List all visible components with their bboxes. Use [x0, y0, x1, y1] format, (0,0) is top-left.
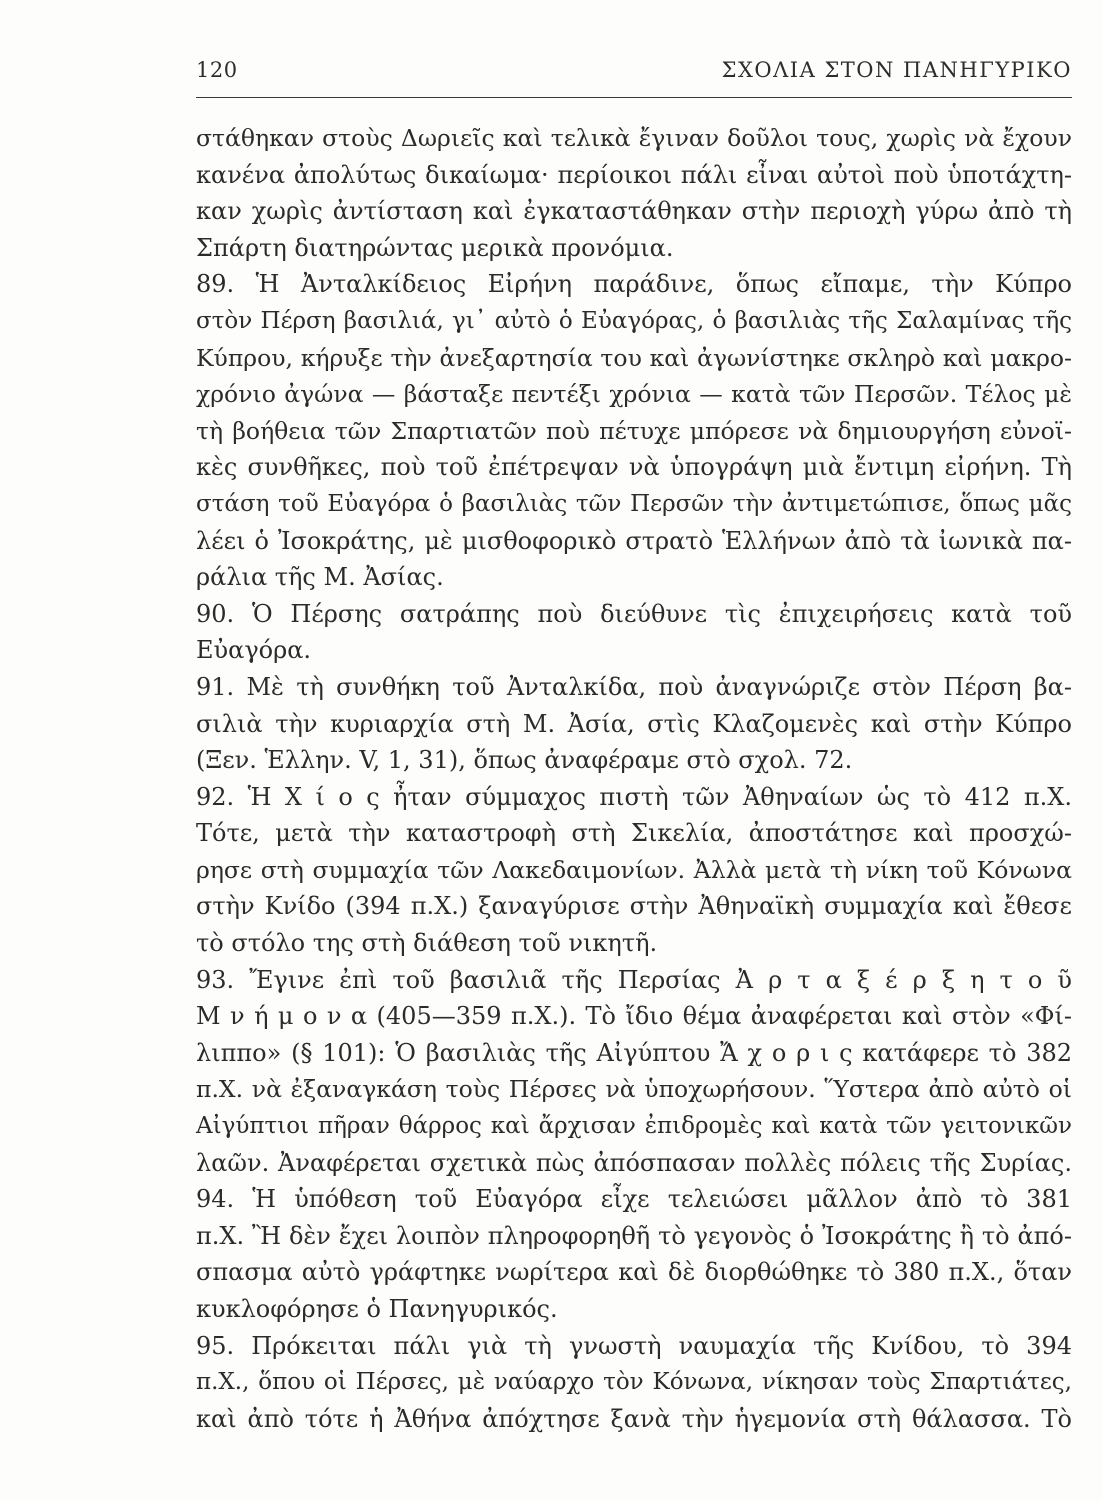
- body-text: [196, 120, 1072, 1437]
- running-title: ΣΧΟΛΙΑ ΣΤΟΝ ΠΑΝΗΓΥΡΙΚΟ: [721, 58, 1072, 82]
- text-line: τὸ στόλο της στὴ διάθεση τοῦ νικητῆ.: [196, 929, 658, 958]
- text-line: καν χωρὶς ἀντίσταση καὶ ἐγκαταστάθηκαν στὴν περιοχὴ γύρω ἀπὸ τὴ: [196, 197, 1072, 226]
- text-line: 90. Ὁ Πέρσης σατράπης ποὺ διεύθυνε τὶς ἐπιχειρήσεις κατὰ τοῦ: [196, 599, 1072, 628]
- text-line: 91. Μὲ τὴ συνθήκη τοῦ Ἀνταλκίδα, ποὺ ἀναγνώριζε στὸν Πέρση βα-: [196, 672, 1072, 701]
- text-line: στὴν Κνίδο (394 π.Χ.) ξαναγύρισε στὴν Ἀθηναϊκὴ συμμαχία καὶ ἔθεσε: [196, 892, 1072, 921]
- text-line: π.Χ., ὅπου οἱ Πέρσες, μὲ ναύαρχο τὸν Κόνωνα, νίκησαν τοὺς Σπαρτιάτες,: [196, 1369, 1072, 1396]
- text-line: κυκλοφόρησε ὁ Πανηγυρικός.: [196, 1295, 558, 1323]
- text-line: λαῶν. Ἀναφέρεται σχετικὰ πὼς ἀπόσπασαν πολλὲς πόλεις τῆς Συρίας.: [196, 1148, 1072, 1177]
- text-line: τὴ βοήθεια τῶν Σπαρτιατῶν ποὺ πέτυχε μπόρεσε νὰ δημιουργήση εὐνοϊ-: [196, 416, 1072, 445]
- text-line: Αἰγύπτιοι πῆραν θάρρος καὶ ἄρχισαν ἐπιδρομὲς καὶ κατὰ τῶν γειτονικῶν: [196, 1113, 1072, 1140]
- text-line: ράλια τῆς Μ. Ἀσίας.: [196, 563, 444, 592]
- text-line: Μ ν ή μ ο ν α (405—359 π.Χ.). Τὸ ἴδιο θέμα ἀναφέρεται καὶ στὸν «Φί-: [196, 1002, 1072, 1031]
- text-line: (Ξεν. Ἑλλην. V, 1, 31), ὅπως ἀναφέραμε στὸ σχολ. 72.: [196, 746, 853, 775]
- text-line: 94. Ἡ ὑπόθεση τοῦ Εὐαγόρα εἶχε τελειώσει μᾶλλον ἀπὸ τὸ 381: [196, 1185, 1072, 1214]
- text-line: στάθηκαν στοὺς Δωριεῖς καὶ τελικὰ ἔγιναν δοῦλοι τους, χωρὶς νὰ ἔχουν: [196, 124, 1072, 152]
- text-line: καὶ ἀπὸ τότε ἡ Ἀθήνα ἀπόχτησε ξανὰ τὴν ἡγεμονία στὴ θάλασσα. Τὸ: [196, 1404, 1072, 1433]
- text-line: 89. Ἡ Ἀνταλκίδειος Εἰρήνη παράδινε, ὅπως εἴπαμε, τὴν Κύπρο: [196, 270, 1072, 299]
- page-header: [196, 52, 1072, 92]
- text-line: στὸν Πέρση βασιλιά, γι᾽ αὐτὸ ὁ Εὐαγόρας, ὁ βασιλιὰς τῆς Σαλαμίνας τῆς: [196, 307, 1072, 334]
- header-divider: [196, 97, 1072, 98]
- text-line: σιλιὰ τὴν κυριαρχία στὴ Μ. Ἀσία, στὶς Κλαζομενὲς καὶ στὴν Κύπρο: [196, 709, 1072, 738]
- page-number: 120: [196, 58, 238, 82]
- text-line: κὲς συνθῆκες, ποὺ τοῦ ἐπέτρεψαν νὰ ὑπογράψη μιὰ ἔντιμη εἰρήνη. Τὴ: [196, 453, 1072, 482]
- text-line: στάση τοῦ Εὐαγόρα ὁ βασιλιὰς τῶν Περσῶν τὴν ἀντιμετώπισε, ὅπως μᾶς: [196, 490, 1072, 517]
- text-line: Τότε, μετὰ τὴν καταστροφὴ στὴ Σικελία, ἀποστάτησε καὶ προσχώ-: [196, 819, 1072, 848]
- text-line: π.Χ. Ἢ δὲν ἔχει λοιπὸν πληροφορηθῆ τὸ γεγονὸς ὁ Ἰσοκράτης ἢ τὸ ἀπό-: [196, 1221, 1072, 1250]
- text-line: ρησε στὴ συμμαχία τῶν Λακεδαιμονίων. Ἀλλὰ μετὰ τὴ νίκη τοῦ Κόνωνα: [196, 855, 1072, 884]
- text-line: λιππο» (§ 101): Ὁ βασιλιὰς τῆς Αἰγύπτου Ἄ χ ο ρ ι ς κατάφερε τὸ 382: [196, 1038, 1072, 1067]
- text-line: Κύπρου, κήρυξε τὴν ἀνεξαρτησία του καὶ ἀγωνίστηκε σκληρὸ καὶ μακρο-: [196, 343, 1072, 372]
- text-line: χρόνιο ἀγώνα — βάσταξε πεντέξι χρόνια — κατὰ τῶν Περσῶν. Τέλος μὲ: [196, 380, 1072, 409]
- text-line: Εὐαγόρα.: [196, 636, 312, 665]
- text-line: 92. Ἡ Χ ί ο ς ἦταν σύμμαχος πιστὴ τῶν Ἀθηναίων ὡς τὸ 412 π.Χ.: [196, 782, 1072, 811]
- text-line: σπασμα αὐτὸ γράφτηκε νωρίτερα καὶ δὲ διορθώθηκε τὸ 380 π.Χ., ὅταν: [196, 1258, 1072, 1287]
- text-line: κανένα ἀπολύτως δικαίωμα· περίοικοι πάλι εἶναι αὐτοὶ ποὺ ὑποτάχτη-: [196, 160, 1072, 189]
- text-line: 93. Ἔγινε ἐπὶ τοῦ βασιλιᾶ τῆς Περσίας Ἀ ρ τ α ξ έ ρ ξ η τ ο ῦ: [196, 965, 1072, 994]
- text-line: 95. Πρόκειται πάλι γιὰ τὴ γνωστὴ ναυμαχία τῆς Κνίδου, τὸ 394: [196, 1331, 1072, 1360]
- text-line: Σπάρτη διατηρώντας μερικὰ προνόμια.: [196, 233, 674, 262]
- text-line: π.Χ. νὰ ἐξαναγκάση τοὺς Πέρσες νὰ ὑποχωρήσουν. Ὕστερα ἀπὸ αὐτὸ οἱ: [196, 1075, 1072, 1104]
- text-line: λέει ὁ Ἰσοκράτης, μὲ μισθοφορικὸ στρατὸ Ἑλλήνων ἀπὸ τὰ ἰωνικὰ πα-: [196, 526, 1072, 555]
